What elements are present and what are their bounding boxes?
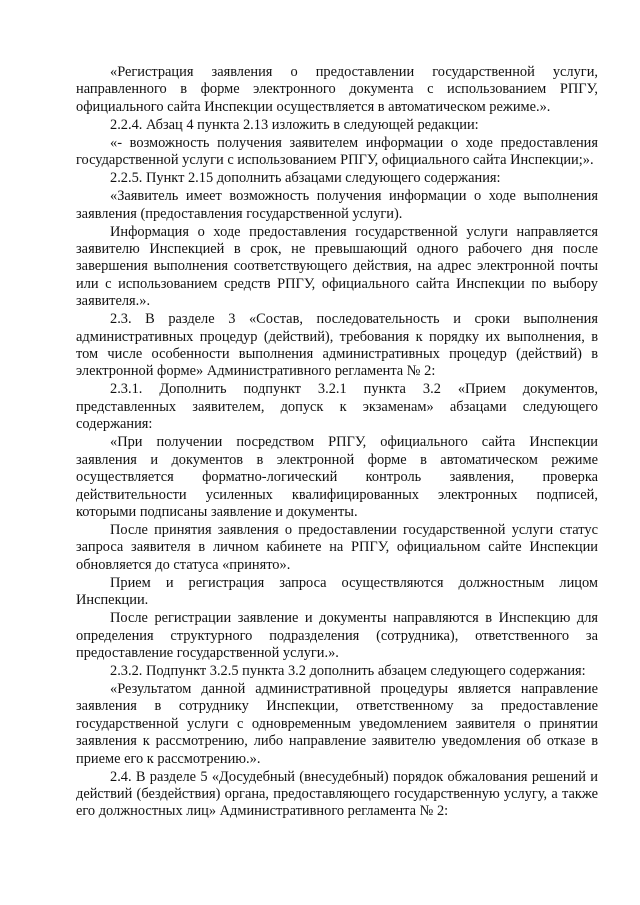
paragraph-2-2-5-quote-2: Информация о ходе предоставления государственной услуги направляется заявителю Инспекцией в срок, не превышающий одного рабочего дня после завершения выполнения соответствующего действия, на адрес электронной почты или с использованием средств РПГУ, официального сайта Инспекции по выбору заявителя.». <box>76 223 598 310</box>
paragraph-2-3-2: 2.3.2. Подпункт 3.2.5 пункта 3.2 дополнить абзацем следующего содержания: <box>110 662 586 679</box>
paragraph-2-3-1: 2.3.1. Дополнить подпункт 3.2.1 пункта 3.2 «Прием документов, представленных заявителем, допуск к экзаменам» абзацами следующего содержания: <box>76 381 598 433</box>
paragraph-2-3-2-quote: «Результатом данной административной процедуры является направление заявления в сотруднику Инспекции, ответственному за предоставление государственной услуги с одновременным уведомлением заявителя о принятии заявления к рассмотрению, либо направление заявителю уведомления об отказе в приеме его к рассмотрению.». <box>76 680 598 767</box>
paragraph-2-2-5-quote-1: «Заявитель имеет возможность получения информации о ходе выполнения заявления (предоставления государственной услуги). <box>76 188 598 222</box>
paragraph-2-4: 2.4. В разделе 5 «Досудебный (внесудебный) порядок обжалования решений и действий (бездействия) органа, предоставляющего государственную услугу, а также его должностных лиц» Административного регламента № 2: <box>76 768 598 820</box>
paragraph-2-3-1-quote-2: После принятия заявления о предоставлении государственной услуги статус запроса заявителя в личном кабинете на РПГУ, официальном сайте Инспекции обновляется до статуса «принято». <box>76 521 598 573</box>
paragraph-2-2-4-quote: «- возможность получения заявителем информации о ходе предоставления государственной услуги с использованием РПГУ, официального сайта Инспекции;». <box>76 134 598 169</box>
paragraph-2-2-5: 2.2.5. Пункт 2.15 дополнить абзацами следующего содержания: <box>110 170 501 187</box>
paragraph-2-3-1-quote-4: После регистрации заявление и документы направляются в Инспекцию для определения структурного подразделения (сотрудника), ответственного за предоставление государственной услуги.». <box>76 610 598 661</box>
paragraph-2-3-1-quote-3: Прием и регистрация запроса осуществляются должностным лицом Инспекции. <box>76 574 598 609</box>
paragraph-2-2-4: 2.2.4. Абзац 4 пункта 2.13 изложить в следующей редакции: <box>110 116 479 133</box>
paragraph-2-3: 2.3. В разделе 3 «Состав, последовательность и сроки выполнения административных процедур (действий), требования к порядку их выполнения, в том числе особенности выполнения административных процедур (действий) в электронной форме» Административного регламента № 2: <box>76 311 598 380</box>
paragraph-registration-quote: «Регистрация заявления о предоставлении государственной услуги, направленного в форме электронного документа с использованием РПГУ, официального сайта Инспекции осуществляется в автоматическом режиме.». <box>76 64 598 115</box>
document-body <box>76 64 598 821</box>
paragraph-2-3-1-quote-1: «При получении посредством РПГУ, официального сайта Инспекции заявления и документов в электронной форме в автоматическом режиме осуществляется форматно-логический контроль заявления, проверка действительности усиленных квалифицированных электронных подписей, которыми подписаны заявление и документы. <box>76 434 598 520</box>
